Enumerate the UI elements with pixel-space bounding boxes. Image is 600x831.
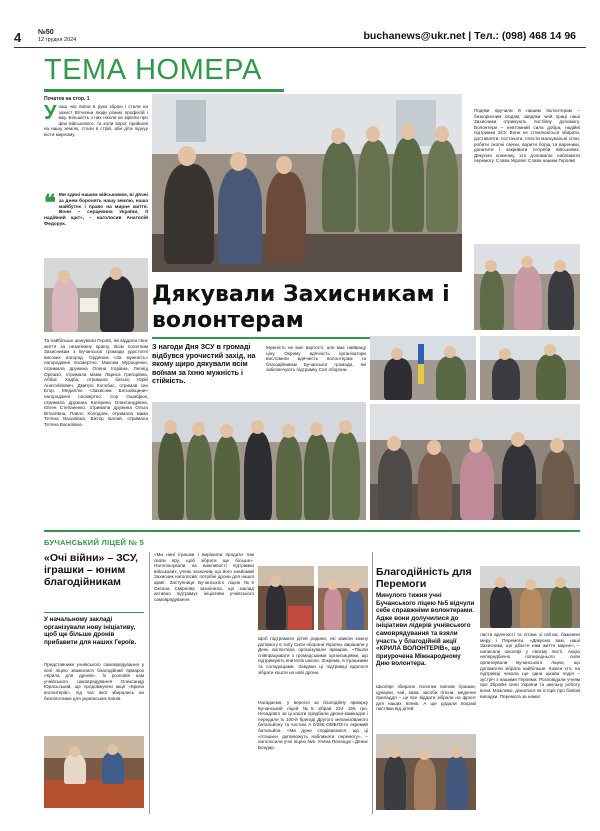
article1-intro-text: наш час воїни в руки зброю і стали на захист Вітчизни люди різних професій і віку. Більшість з них ніколи не мріяли про фах військового, та коли ворог прийшов на нашу землю, стали в стрій, аби діти піднуу вісти мирному.: [44, 104, 148, 137]
photo-fair-left: [44, 736, 144, 808]
dropcap: У: [44, 102, 57, 124]
section-divider: [44, 530, 580, 532]
article2-title-rule: [44, 612, 144, 613]
article1-volunteers-text: Подяки вручили й нашим волонтерам – безкорисним людям, завдяки чиїй праці наші Захисники отримують постійну допомогу. Волонтери – невтомний сила добра, надійні підтримка ЗСУ. Вони не стомлюються збирати, доставляти, постачати, плести маскувальні сітки, робити окопні свічки, варити борщ та вареники, донатити і закривати потреби військових. Дякуємо кожному, хто допомагає наближати перемогу. Слава Україні! Слава нашим Героям!: [474, 108, 580, 164]
photo-right-audience: [370, 404, 580, 520]
issue-number: №50: [38, 29, 54, 36]
topic-underline: [44, 89, 284, 92]
article2-lead: У начальному закладі організували нову ініціативу, щоб ще більше дронів прибавити для наших Героїв.: [44, 616, 137, 646]
photo-right-3: [480, 336, 580, 400]
section-label-lyceum: БУЧАНСЬКИЙ ЛІЦЕЙ № 5: [44, 538, 145, 547]
photo-soldiers-group: [152, 402, 366, 520]
photo-right-1: [474, 244, 580, 330]
photo-right-2: [370, 336, 476, 400]
article1-heroes-text: Та найбільше шанували Героїв, які віддали своє життя за незалежну країну. Всім полеглим Захисникам з Бучанської громади удостоєні високих нагород. Орденом «За мужність» нагороджені посмертно: Максим Мурощенко, отримала дружина Олена Ігорівна, Леонід Орешко, отримала мама Лариса Григорівна, Аббас Хадба, отримала батько Юрій Анатолійович, Дмитро Колобас, отримав син Егор. Медаллю «Захисник Батьківщини» нагороджені посмертно: Ігор Ошибрюк, отримала дружина Катерина Олександрівна, Євген Степаненко, отримала дружина Ольга Віталіївна, Павло Холодняк, отримала мама Тетяна Василівна, Віктор Балай, отримала Тетяна Василівна.: [44, 338, 148, 427]
article1-intro-block: [44, 96, 148, 138]
article2-col3: Щоб підтримати дітей родини, які звикли кожну допомогу в тилу Сили оборони України, вирішили у День волонтера організували ярмарок. «Пішли співпрацювати з громадськими організаціями, що підтримують вчителів школи. Зокрема, й іграшками та солодощами. Завдяки ці підтримці вдалося зібрати кошти на нові дрони.: [258, 636, 368, 675]
article1-center-text: Мужність не має вартості, але має найвищу ціну. Окрему вдячність організатори висловили вдячність волонтерам та благодійникам Бучанської громади, які забезпечують підтримку Сил оборони.: [266, 345, 366, 373]
photo-fair-middle-1: [258, 566, 314, 630]
article3-col2: листи вдячності та літаки зі світом, бажаючи миру і Перемоги. «Дякуємо вам, наші Захисники, що дбаєте нам життя мирне», – написали школярі у своєму листі. Акцію непередбачно попереднього сили організували Бучанського ліцею, що допомогли зібрати найбільше. Кожен хто, на підтримці чекала ще одна цікава подія – зустріч з нашими Героями. Розповідали учням про Збройні сили України та шкільну роботу вони. Можливо, дізнатися їм історії про бойові випадки. Перемога за нами!: [480, 632, 580, 699]
photo-award-ceremony-left: [44, 258, 148, 332]
issue-date: 12 грудня 2024: [38, 37, 77, 43]
article3-lead: Минулого тижня учні Бучанського ліцею №5 відчули себе справжніми волонтерами. Адже вони долучилися до ініціативи лідерів учнівського самоврядування та взяли участь у благодійній акції «КРИЛА ВОЛОНТЕРІВ», що приурочена Міжнародному Дню волонтера.: [376, 592, 475, 668]
column-rule: [149, 552, 150, 814]
article3-col1: Школярі збирали посилки воїнам іграшки, цукерки, чай, кава, засоби гігієни, медичне приладдя – це все віддати зібрали на фронт для наших воїнів. А ще додали яскраві листівки від дітей.: [376, 684, 476, 712]
article2-title: «Очі війни» – ЗСУ, іграшки – юним благодійникам: [44, 552, 139, 588]
article3-title: Благодійність для Перемоги: [376, 566, 472, 590]
article2-col2: «Ми нині іграшки і вирішили продати тим своїм яру, щоб зібрати ще більше». Наголошували на важливості підтримки військових, учень зазначив, що його знайомий Захисник наголосив: потрібні дрони для нашої армії. Заступниця Бучанського ліцею №5 Оксана Смірнова зазначила, що заклад активно підтримує ініціативи учнівського самоврядування.: [154, 552, 254, 602]
quote-icon: ❝: [44, 190, 56, 215]
continued-note: Початок на стор. 1: [44, 96, 90, 102]
article1-lead: З нагоди Дня ЗСУ в громаді відбувся урочистий захід, на якому щиро дякували всім воїнам за їхню мужність і стійкість.: [152, 342, 256, 386]
header-divider: [14, 47, 586, 48]
pull-quote: [44, 190, 148, 228]
photo-fair-middle-2: [318, 566, 368, 630]
column-rule-2: [372, 552, 373, 814]
article2-col1: Представники учнівського самоврядування у колі ліцею зважилися благодійний ярмарок «Крила для дронів». Їх розповів нам учнівського самоврядування Олександр Юрасьський, ще продовжуючи акції «Крила волонтерів», під час якої збирались на безпілотники для українських воїнів.: [44, 662, 144, 701]
article2-col4: Нагадаємо, у вересні за благодійну ярмарку Бучанський ліцей №5 зібрав 224 156 грн. Незадовго за ці кошти придбали дрони-камікадзе і передали їх 100-й бригаді Другого механізованого батальйону та частині A 0/295 ОМБП3-го окремий батальйон. «Ми дуже сподіваємося, що ці «пташки» допоможуть наближати перемогу», – наголосили учні ліцею №5. Уляна Пелещук і Денис Бондар.: [258, 700, 368, 750]
article1-title: Дякували Захисникам і волонтерам: [152, 282, 450, 333]
pull-quote-text: Ми єдині нашим військовим, ві дячні за днем боронять нашу землю, наша майбутнє і право на мирне життя. Вони – серцевина України, її надійний щит», – наголосив Анатолій Федорук.: [44, 193, 148, 227]
header-contact: buchanews@ukr.net | Тел.: (098) 468 14 96: [363, 30, 576, 42]
photo-charity-left: [376, 734, 476, 810]
photo-charity-right: [480, 566, 580, 628]
photo-main-audience: [152, 94, 462, 272]
page-number: 4: [14, 30, 22, 45]
section-topic-title: ТЕМА НОМЕРА: [44, 54, 262, 86]
